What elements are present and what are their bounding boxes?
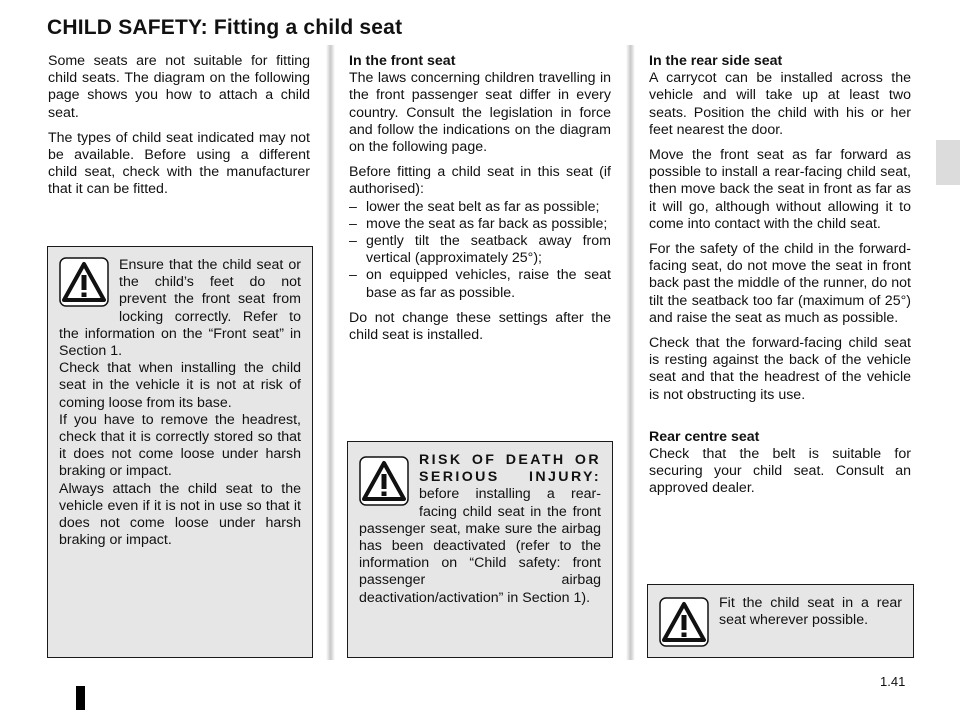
section-heading: Rear centre seat	[649, 428, 760, 445]
body-paragraph: The laws concerning children travelling in the front passenger seat differ in every country. Consult the legislation in force and follow the indications on the diagram on the following page.	[349, 70, 611, 156]
warning-box-rear-seat	[647, 584, 914, 658]
intro-paragraph: Some seats are not suitable for fitting child seats. The diagram on the following page shows you how to attach a child seat.	[48, 53, 310, 121]
list-item: – gently tilt the seatback away from vertical (approximately 25°);	[349, 233, 611, 267]
warning-line: Ensure that the child seat or the child’s feet do not prevent the front seat from locking correctly. Refer to the information on the “Front seat” in Section 1.	[59, 257, 301, 360]
warning-line: If you have to remove the headrest, check that it is correctly stored so that it does not come loose under harsh braking or impact.	[59, 411, 301, 480]
warning-emphasis: RISK OF DEATH OR SERIOUS INJURY:	[419, 452, 601, 486]
body-paragraph: Do not change these settings after the child seat is installed.	[349, 309, 611, 344]
warning-triangle-icon	[59, 257, 109, 307]
section-tab	[936, 140, 960, 185]
page-title: CHILD SAFETY: Fitting a child seat	[47, 16, 403, 39]
intro-column	[48, 53, 310, 207]
list-item: – on equipped vehicles, raise the seat base as far as possible.	[349, 267, 611, 301]
body-paragraph: Check that the belt is suitable for securing your child seat. Consult an approved dealer.	[649, 446, 911, 497]
warning-box-front-seat	[47, 246, 313, 658]
list-item: – lower the seat belt as far as possible;	[349, 199, 611, 216]
body-paragraph: For the safety of the child in the forward-facing seat, do not move the seat in front back past the middle of the runner, do not tilt the seatback too far (maximum of 25°) and raise the seat as much as possible.	[649, 241, 911, 326]
warning-line: Check that when installing the child seat in the vehicle it is not at risk of coming loose from its base.	[59, 360, 301, 411]
column-divider	[626, 45, 635, 660]
steps-list	[349, 199, 611, 302]
section-heading: In the rear side seat	[649, 53, 783, 69]
list-item: – move the seat as far back as possible;	[349, 216, 611, 233]
warning-triangle-icon	[659, 597, 709, 647]
body-paragraph: Before fitting a child seat in this seat (if authorised):	[349, 164, 611, 198]
column-divider	[326, 45, 335, 660]
warning-text: before installing a rear-facing child seat in the front passenger seat, make sure the airbag has been deactivated (refer to the information on “Child safety: front passenger airbag deactivation/activation” in Section 1).	[359, 486, 601, 606]
crop-mark	[76, 686, 85, 710]
body-paragraph: Check that the forward-facing child seat is resting against the back of the vehicle seat and that the headrest of the vehicle is not obstructing its use.	[649, 335, 911, 403]
page-number: 1.41	[880, 674, 906, 689]
intro-paragraph: The types of child seat indicated may not be available. Before using a different child seat, check with the manufacturer that it can be fitted.	[48, 129, 310, 198]
body-paragraph: Move the front seat as far forward as possible to install a rear-facing child seat, then move back the seat in front as far as it will go, although without allowing it to come into contact with the child seat.	[649, 147, 911, 232]
front-seat-column	[349, 53, 611, 352]
section-heading: In the front seat	[349, 53, 456, 69]
rear-seat-column	[649, 53, 911, 506]
warning-text: Fit the child seat in a rear seat wherever possible.	[719, 595, 902, 629]
warning-box-airbag	[347, 441, 613, 658]
body-paragraph: A carrycot can be installed across the vehicle and will take up at least two seats. Position the child with his or her feet nearest the door.	[649, 70, 911, 138]
warning-triangle-icon	[359, 456, 409, 506]
warning-line: Always attach the child seat to the vehicle even if it is not in use so that it does not come loose under harsh braking or impact.	[59, 480, 301, 549]
